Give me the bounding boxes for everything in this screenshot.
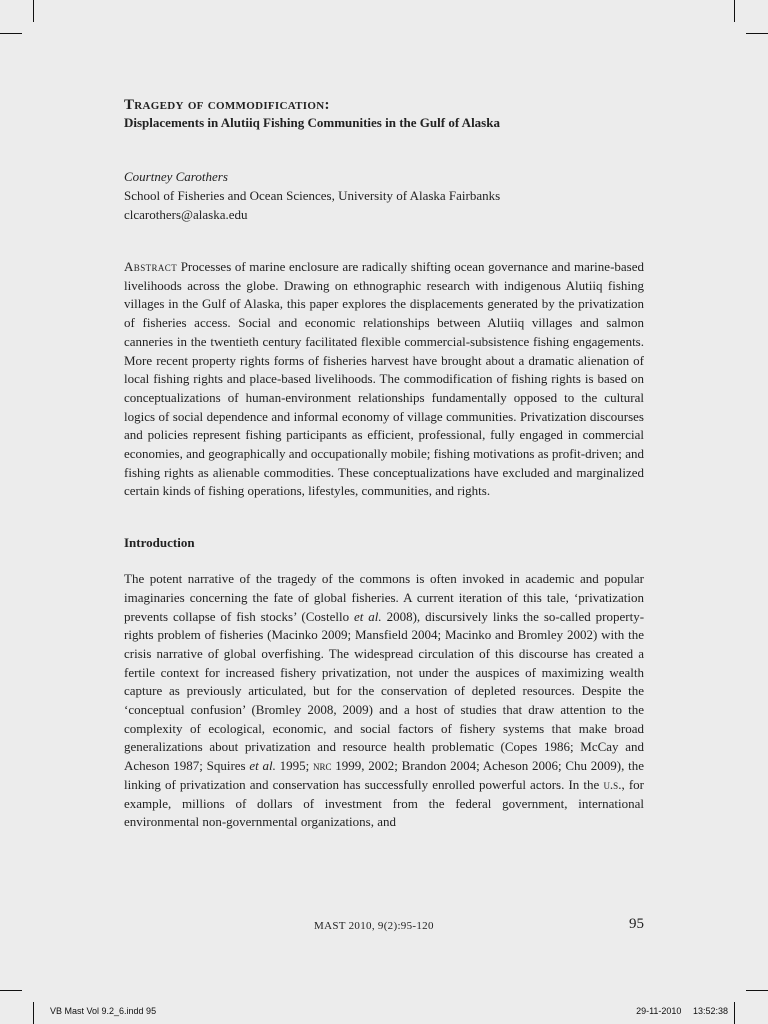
intro-text-4: 1999, 2002; Brandon 2004; Acheson 2006; Chu 2009), the linking of privatization and conservation has successfully enrolled powerful actors. In the: [124, 758, 644, 792]
intro-text-3: 1995;: [279, 758, 310, 774]
section-heading-introduction: Introduction: [124, 535, 195, 551]
crop-mark: [0, 33, 22, 34]
print-slug-time: 13:52:38: [692, 1006, 728, 1016]
crop-mark: [746, 990, 768, 991]
article-body: [124, 96, 644, 832]
intro-text-5: for example, millions of dollars of investment from the federal government, international environmental non-governmental organizations, and: [124, 776, 644, 830]
journal-citation: MAST 2010, 9(2):95-120: [314, 920, 434, 932]
author-name: Courtney Carothers: [124, 169, 228, 184]
intro-et-al-1: et al.: [354, 608, 382, 624]
print-slug-date: 29-11-2010: [636, 1006, 682, 1016]
crop-mark: [734, 0, 735, 22]
author-block: [124, 167, 644, 224]
crop-mark: [33, 1002, 34, 1024]
crop-mark: [746, 33, 768, 34]
print-slug-datetime: [627, 1006, 728, 1016]
abstract-label: Abstract: [124, 259, 178, 274]
page-footer: [124, 918, 644, 938]
intro-text-1: The potent narrative of the tragedy of the commons is often invoked in academic and popular imaginaries concerning the fate of global fisheries. A current iteration of this tale, ‘privatization prevents collapse of fish stocks’ (Costello: [124, 571, 644, 624]
intro-us: u.s.,: [603, 776, 625, 792]
intro-text-2: 2008), discursively links the so-called property-rights problem of fisheries (Macinko 2009; Mansfield 2004; Macinko and Bromley 2002) with the crisis narrative of global overfishing. The widespread circulation of this discourse has created a fertile context for increased fishery privatization, not under the auspices of maximizing wealth capture as previously articulated, but for the conservation of depleted resources. Despite the ‘conceptual confusion’ (Bromley 2008, 2009) and a host of studies that draw attention to the complexity of ecological, economic, and social factors of fishery systems that make broad generalizations about privatization and resource health problematic (Copes 1986; McCay and Acheson 1987; Squires: [124, 608, 645, 774]
crop-mark: [734, 1002, 735, 1024]
crop-mark: [0, 990, 22, 991]
print-slug-file: VB Mast Vol 9.2_6.indd 95: [50, 1006, 157, 1016]
crop-mark: [33, 0, 34, 22]
page-number: 95: [629, 916, 644, 932]
author-affiliation: School of Fisheries and Ocean Sciences, University of Alaska Fairbanks: [124, 188, 501, 203]
abstract: [124, 258, 644, 501]
author-email: clcarothers@alaska.edu: [124, 207, 248, 222]
article-title: Tragedy of commodification:: [124, 97, 330, 113]
article-subtitle: Displacements in Alutiiq Fishing Communities in the Gulf of Alaska: [124, 115, 500, 130]
intro-et-al-2: et al.: [249, 758, 276, 774]
introduction-paragraph: [124, 570, 644, 832]
abstract-text: Processes of marine enclosure are radically shifting ocean governance and marine-based livelihoods across the globe. Drawing on ethnographic research with indigenous Alutiiq fishing villages in the Gulf of Alaska, this paper explores the displacements generated by the privatization of fisheries access. Social and economic relationships between Alutiiq villages and salmon canneries in the twentieth century facilitated flexible commercial-subsistence fishing engagements. More recent property rights forms of fisheries harvest have brought about a dramatic alienation of local fishing rights and place-based livelihoods. The commodification of fishing rights is based on conceptualizations of human-environment relationships fundamentally opposed to the cultural logics of social dependence and informal economy of village communities. Privatization discourses and policies represent fishing participants as efficient, professional, fully engaged in commercial economies, and geographically and occupationally mobile; fishing motivations as profit-driven; and fishing rights as alienable commodities. These conceptualizations have excluded and marginalized certain kinds of fishing operations, lifestyles, communities, and rights.: [124, 259, 644, 499]
intro-nrc: nrc: [312, 758, 332, 774]
